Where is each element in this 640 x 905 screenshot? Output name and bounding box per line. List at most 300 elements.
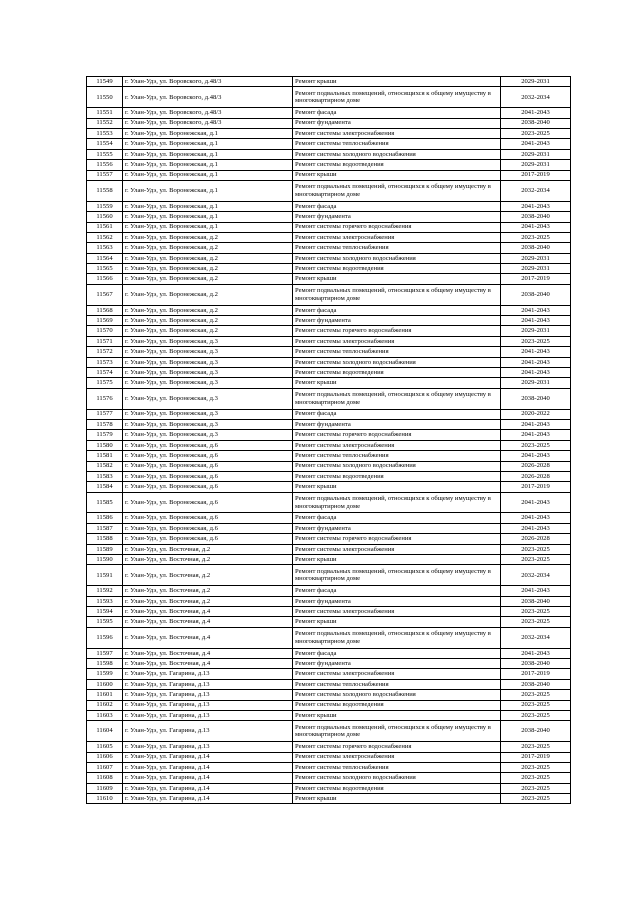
work-type-cell: Ремонт фундамента	[293, 419, 501, 429]
period-cell: 2038-2040	[501, 388, 571, 409]
period-cell: 2017-2019	[501, 669, 571, 679]
row-number-cell: 11571	[87, 336, 123, 346]
work-type-cell: Ремонт системы горячего водоснабжения	[293, 326, 501, 336]
address-cell: г. Улан-Удэ, ул. Воровского, д.48/3	[123, 77, 293, 87]
work-type-cell: Ремонт фасада	[293, 108, 501, 118]
period-cell: 2032-2034	[501, 627, 571, 648]
period-cell: 2023-2025	[501, 762, 571, 772]
row-number-cell: 11565	[87, 264, 123, 274]
period-cell: 2041-2043	[501, 648, 571, 658]
period-cell: 2041-2043	[501, 305, 571, 315]
address-cell: г. Улан-Удэ, ул. Воронежская, д.6	[123, 461, 293, 471]
row-number-cell: 11557	[87, 170, 123, 180]
address-cell: г. Улан-Удэ, ул. Воронежская, д.3	[123, 388, 293, 409]
table-row	[87, 783, 571, 793]
period-cell: 2038-2040	[501, 721, 571, 742]
period-cell: 2041-2043	[501, 419, 571, 429]
work-type-cell: Ремонт крыши	[293, 274, 501, 284]
address-cell: г. Улан-Удэ, ул. Воронежская, д.3	[123, 357, 293, 367]
row-number-cell: 11562	[87, 232, 123, 242]
address-cell: г. Улан-Удэ, ул. Воровского, д.48/3	[123, 87, 293, 108]
table-row	[87, 627, 571, 648]
table-row	[87, 243, 571, 253]
period-cell: 2017-2019	[501, 752, 571, 762]
period-cell: 2041-2043	[501, 316, 571, 326]
work-type-cell: Ремонт системы электроснабжения	[293, 440, 501, 450]
period-cell: 2041-2043	[501, 513, 571, 523]
work-type-cell: Ремонт подвальных помещений, относящихся к общему имуществу в многоквартирном доме	[293, 627, 501, 648]
table-row	[87, 170, 571, 180]
address-cell: г. Улан-Удэ, ул. Восточная, д.2	[123, 555, 293, 565]
work-type-cell: Ремонт крыши	[293, 555, 501, 565]
table-row	[87, 555, 571, 565]
period-cell: 2023-2025	[501, 336, 571, 346]
work-type-cell: Ремонт крыши	[293, 77, 501, 87]
table-row	[87, 139, 571, 149]
period-cell: 2041-2043	[501, 222, 571, 232]
address-cell: г. Улан-Удэ, ул. Воронежская, д.2	[123, 264, 293, 274]
row-number-cell: 11585	[87, 492, 123, 513]
table-row	[87, 513, 571, 523]
table-row	[87, 700, 571, 710]
address-cell: г. Улан-Удэ, ул. Воронежская, д.1	[123, 160, 293, 170]
row-number-cell: 11570	[87, 326, 123, 336]
address-cell: г. Улан-Удэ, ул. Воронежская, д.3	[123, 430, 293, 440]
work-type-cell: Ремонт фундамента	[293, 212, 501, 222]
table-row	[87, 149, 571, 159]
address-cell: г. Улан-Удэ, ул. Воронежская, д.3	[123, 409, 293, 419]
work-type-cell: Ремонт системы холодного водоснабжения	[293, 461, 501, 471]
period-cell: 2026-2028	[501, 471, 571, 481]
period-cell: 2017-2019	[501, 482, 571, 492]
period-cell: 2029-2031	[501, 149, 571, 159]
table-row	[87, 565, 571, 586]
row-number-cell: 11581	[87, 451, 123, 461]
table-row	[87, 544, 571, 554]
table-row	[87, 253, 571, 263]
work-type-cell: Ремонт системы горячего водоснабжения	[293, 222, 501, 232]
row-number-cell: 11549	[87, 77, 123, 87]
work-type-cell: Ремонт подвальных помещений, относящихся к общему имуществу в многоквартирном доме	[293, 388, 501, 409]
work-type-cell: Ремонт системы водоотведения	[293, 783, 501, 793]
period-cell: 2038-2040	[501, 212, 571, 222]
period-cell: 2023-2025	[501, 700, 571, 710]
row-number-cell: 11597	[87, 648, 123, 658]
address-cell: г. Улан-Удэ, ул. Гагарина, д.13	[123, 721, 293, 742]
period-cell: 2023-2025	[501, 783, 571, 793]
table-row	[87, 773, 571, 783]
address-cell: г. Улан-Удэ, ул. Воронежская, д.1	[123, 170, 293, 180]
table-row	[87, 461, 571, 471]
table-row	[87, 648, 571, 658]
row-number-cell: 11590	[87, 555, 123, 565]
row-number-cell: 11573	[87, 357, 123, 367]
row-number-cell: 11556	[87, 160, 123, 170]
work-type-cell: Ремонт фасада	[293, 586, 501, 596]
period-cell: 2023-2025	[501, 710, 571, 720]
work-type-cell: Ремонт системы теплоснабжения	[293, 139, 501, 149]
work-type-cell: Ремонт подвальных помещений, относящихся к общему имуществу в многоквартирном доме	[293, 87, 501, 108]
row-number-cell: 11554	[87, 139, 123, 149]
address-cell: г. Улан-Удэ, ул. Гагарина, д.13	[123, 710, 293, 720]
period-cell: 2026-2028	[501, 461, 571, 471]
table-row	[87, 160, 571, 170]
address-cell: г. Улан-Удэ, ул. Гагарина, д.14	[123, 773, 293, 783]
period-cell: 2017-2019	[501, 274, 571, 284]
row-number-cell: 11555	[87, 149, 123, 159]
period-cell: 2023-2025	[501, 773, 571, 783]
row-number-cell: 11568	[87, 305, 123, 315]
table-row	[87, 264, 571, 274]
work-type-cell: Ремонт фундамента	[293, 596, 501, 606]
address-cell: г. Улан-Удэ, ул. Воронежская, д.2	[123, 253, 293, 263]
address-cell: г. Улан-Удэ, ул. Воронежская, д.2	[123, 243, 293, 253]
address-cell: г. Улан-Удэ, ул. Воронежская, д.1	[123, 139, 293, 149]
table-row	[87, 523, 571, 533]
address-cell: г. Улан-Удэ, ул. Воронежская, д.1	[123, 201, 293, 211]
work-type-cell: Ремонт системы водоотведения	[293, 367, 501, 377]
table-row	[87, 596, 571, 606]
address-cell: г. Улан-Удэ, ул. Гагарина, д.14	[123, 762, 293, 772]
period-cell: 2023-2025	[501, 555, 571, 565]
row-number-cell: 11606	[87, 752, 123, 762]
address-cell: г. Улан-Удэ, ул. Восточная, д.2	[123, 565, 293, 586]
repair-schedule-table	[86, 76, 571, 804]
work-type-cell: Ремонт системы водоотведения	[293, 700, 501, 710]
table-row	[87, 108, 571, 118]
table-row	[87, 274, 571, 284]
period-cell: 2038-2040	[501, 658, 571, 668]
table-row	[87, 347, 571, 357]
work-type-cell: Ремонт фасада	[293, 513, 501, 523]
row-number-cell: 11584	[87, 482, 123, 492]
work-type-cell: Ремонт системы электроснабжения	[293, 128, 501, 138]
work-type-cell: Ремонт крыши	[293, 170, 501, 180]
work-type-cell: Ремонт подвальных помещений, относящихся к общему имуществу в многоквартирном доме	[293, 180, 501, 201]
table-row	[87, 617, 571, 627]
period-cell: 2023-2025	[501, 607, 571, 617]
address-cell: г. Улан-Удэ, ул. Восточная, д.4	[123, 658, 293, 668]
address-cell: г. Улан-Удэ, ул. Гагарина, д.14	[123, 783, 293, 793]
address-cell: г. Улан-Удэ, ул. Восточная, д.4	[123, 648, 293, 658]
row-number-cell: 11563	[87, 243, 123, 253]
row-number-cell: 11550	[87, 87, 123, 108]
period-cell: 2023-2025	[501, 617, 571, 627]
work-type-cell: Ремонт фундамента	[293, 523, 501, 533]
work-type-cell: Ремонт системы теплоснабжения	[293, 762, 501, 772]
table-row	[87, 430, 571, 440]
table-row	[87, 492, 571, 513]
work-type-cell: Ремонт системы горячего водоснабжения	[293, 534, 501, 544]
address-cell: г. Улан-Удэ, ул. Воронежская, д.3	[123, 336, 293, 346]
row-number-cell: 11552	[87, 118, 123, 128]
table-row	[87, 534, 571, 544]
row-number-cell: 11603	[87, 710, 123, 720]
work-type-cell: Ремонт крыши	[293, 482, 501, 492]
address-cell: г. Улан-Удэ, ул. Воронежская, д.1	[123, 128, 293, 138]
period-cell: 2041-2043	[501, 357, 571, 367]
table-row	[87, 440, 571, 450]
period-cell: 2041-2043	[501, 492, 571, 513]
work-type-cell: Ремонт системы теплоснабжения	[293, 243, 501, 253]
period-cell: 2023-2025	[501, 128, 571, 138]
address-cell: г. Улан-Удэ, ул. Воронежская, д.6	[123, 534, 293, 544]
address-cell: г. Улан-Удэ, ул. Воровского, д.48/3	[123, 118, 293, 128]
row-number-cell: 11564	[87, 253, 123, 263]
period-cell: 2038-2040	[501, 118, 571, 128]
row-number-cell: 11586	[87, 513, 123, 523]
address-cell: г. Улан-Удэ, ул. Воронежская, д.6	[123, 440, 293, 450]
work-type-cell: Ремонт фасада	[293, 409, 501, 419]
table-body	[87, 77, 571, 804]
work-type-cell: Ремонт системы теплоснабжения	[293, 679, 501, 689]
period-cell: 2029-2031	[501, 253, 571, 263]
table-row	[87, 752, 571, 762]
work-type-cell: Ремонт системы холодного водоснабжения	[293, 690, 501, 700]
table-row	[87, 284, 571, 305]
row-number-cell: 11583	[87, 471, 123, 481]
address-cell: г. Улан-Удэ, ул. Воровского, д.48/3	[123, 108, 293, 118]
address-cell: г. Улан-Удэ, ул. Восточная, д.2	[123, 596, 293, 606]
address-cell: г. Улан-Удэ, ул. Воронежская, д.2	[123, 326, 293, 336]
address-cell: г. Улан-Удэ, ул. Восточная, д.2	[123, 544, 293, 554]
address-cell: г. Улан-Удэ, ул. Воронежская, д.1	[123, 222, 293, 232]
work-type-cell: Ремонт фундамента	[293, 118, 501, 128]
table-row	[87, 118, 571, 128]
table-row	[87, 482, 571, 492]
row-number-cell: 11553	[87, 128, 123, 138]
period-cell: 2038-2040	[501, 243, 571, 253]
table-row	[87, 690, 571, 700]
table-row	[87, 742, 571, 752]
address-cell: г. Улан-Удэ, ул. Восточная, д.4	[123, 607, 293, 617]
period-cell: 2029-2031	[501, 77, 571, 87]
address-cell: г. Улан-Удэ, ул. Гагарина, д.13	[123, 679, 293, 689]
period-cell: 2041-2043	[501, 201, 571, 211]
work-type-cell: Ремонт системы холодного водоснабжения	[293, 149, 501, 159]
row-number-cell: 11591	[87, 565, 123, 586]
period-cell: 2038-2040	[501, 679, 571, 689]
period-cell: 2029-2031	[501, 160, 571, 170]
work-type-cell: Ремонт системы электроснабжения	[293, 544, 501, 554]
address-cell: г. Улан-Удэ, ул. Воронежская, д.3	[123, 378, 293, 388]
address-cell: г. Улан-Удэ, ул. Гагарина, д.13	[123, 700, 293, 710]
row-number-cell: 11607	[87, 762, 123, 772]
row-number-cell: 11561	[87, 222, 123, 232]
table-row	[87, 721, 571, 742]
work-type-cell: Ремонт крыши	[293, 710, 501, 720]
row-number-cell: 11579	[87, 430, 123, 440]
row-number-cell: 11566	[87, 274, 123, 284]
address-cell: г. Улан-Удэ, ул. Воронежская, д.2	[123, 305, 293, 315]
row-number-cell: 11588	[87, 534, 123, 544]
period-cell: 2041-2043	[501, 108, 571, 118]
table-row	[87, 201, 571, 211]
table-row	[87, 212, 571, 222]
table-row	[87, 669, 571, 679]
table-row	[87, 357, 571, 367]
period-cell: 2020-2022	[501, 409, 571, 419]
table-row	[87, 180, 571, 201]
period-cell: 2038-2040	[501, 596, 571, 606]
work-type-cell: Ремонт системы электроснабжения	[293, 232, 501, 242]
period-cell: 2041-2043	[501, 139, 571, 149]
table-row	[87, 794, 571, 804]
period-cell: 2023-2025	[501, 794, 571, 804]
address-cell: г. Улан-Удэ, ул. Восточная, д.2	[123, 586, 293, 596]
address-cell: г. Улан-Удэ, ул. Восточная, д.4	[123, 627, 293, 648]
work-type-cell: Ремонт подвальных помещений, относящихся к общему имуществу в многоквартирном доме	[293, 492, 501, 513]
table-row	[87, 336, 571, 346]
period-cell: 2023-2025	[501, 440, 571, 450]
work-type-cell: Ремонт фундамента	[293, 658, 501, 668]
row-number-cell: 11605	[87, 742, 123, 752]
row-number-cell: 11599	[87, 669, 123, 679]
work-type-cell: Ремонт системы водоотведения	[293, 160, 501, 170]
table-row	[87, 232, 571, 242]
work-type-cell: Ремонт подвальных помещений, относящихся к общему имуществу в многоквартирном доме	[293, 284, 501, 305]
work-type-cell: Ремонт системы холодного водоснабжения	[293, 253, 501, 263]
table-row	[87, 658, 571, 668]
row-number-cell: 11600	[87, 679, 123, 689]
work-type-cell: Ремонт подвальных помещений, относящихся к общему имуществу в многоквартирном доме	[293, 721, 501, 742]
period-cell: 2032-2034	[501, 565, 571, 586]
address-cell: г. Улан-Удэ, ул. Гагарина, д.14	[123, 794, 293, 804]
period-cell: 2032-2034	[501, 180, 571, 201]
table-row	[87, 367, 571, 377]
period-cell: 2041-2043	[501, 586, 571, 596]
row-number-cell: 11595	[87, 617, 123, 627]
address-cell: г. Улан-Удэ, ул. Гагарина, д.13	[123, 742, 293, 752]
address-cell: г. Улан-Удэ, ул. Воронежская, д.6	[123, 523, 293, 533]
row-number-cell: 11559	[87, 201, 123, 211]
table-row	[87, 710, 571, 720]
work-type-cell: Ремонт крыши	[293, 617, 501, 627]
row-number-cell: 11572	[87, 347, 123, 357]
work-type-cell: Ремонт системы горячего водоснабжения	[293, 430, 501, 440]
period-cell: 2023-2025	[501, 690, 571, 700]
row-number-cell: 11608	[87, 773, 123, 783]
address-cell: г. Улан-Удэ, ул. Воронежская, д.6	[123, 451, 293, 461]
table-row	[87, 607, 571, 617]
period-cell: 2041-2043	[501, 451, 571, 461]
period-cell: 2023-2025	[501, 742, 571, 752]
period-cell: 2029-2031	[501, 378, 571, 388]
table-row	[87, 679, 571, 689]
address-cell: г. Улан-Удэ, ул. Гагарина, д.14	[123, 752, 293, 762]
period-cell: 2032-2034	[501, 87, 571, 108]
address-cell: г. Улан-Удэ, ул. Гагарина, д.13	[123, 669, 293, 679]
row-number-cell: 11593	[87, 596, 123, 606]
table-row	[87, 77, 571, 87]
row-number-cell: 11575	[87, 378, 123, 388]
address-cell: г. Улан-Удэ, ул. Воронежская, д.6	[123, 482, 293, 492]
address-cell: г. Улан-Удэ, ул. Воронежская, д.6	[123, 471, 293, 481]
row-number-cell: 11596	[87, 627, 123, 648]
address-cell: г. Улан-Удэ, ул. Восточная, д.4	[123, 617, 293, 627]
period-cell: 2038-2040	[501, 284, 571, 305]
work-type-cell: Ремонт крыши	[293, 378, 501, 388]
row-number-cell: 11598	[87, 658, 123, 668]
address-cell: г. Улан-Удэ, ул. Воронежская, д.2	[123, 274, 293, 284]
period-cell: 2017-2019	[501, 170, 571, 180]
row-number-cell: 11577	[87, 409, 123, 419]
row-number-cell: 11602	[87, 700, 123, 710]
work-type-cell: Ремонт системы электроснабжения	[293, 669, 501, 679]
table-row	[87, 419, 571, 429]
row-number-cell: 11578	[87, 419, 123, 429]
period-cell: 2029-2031	[501, 326, 571, 336]
table-row	[87, 451, 571, 461]
table-row	[87, 388, 571, 409]
work-type-cell: Ремонт системы холодного водоснабжения	[293, 773, 501, 783]
table-row	[87, 409, 571, 419]
address-cell: г. Улан-Удэ, ул. Воронежская, д.2	[123, 232, 293, 242]
period-cell: 2041-2043	[501, 367, 571, 377]
row-number-cell: 11610	[87, 794, 123, 804]
table-row	[87, 326, 571, 336]
address-cell: г. Улан-Удэ, ул. Воронежская, д.2	[123, 284, 293, 305]
row-number-cell: 11582	[87, 461, 123, 471]
row-number-cell: 11592	[87, 586, 123, 596]
address-cell: г. Улан-Удэ, ул. Воронежская, д.1	[123, 180, 293, 201]
address-cell: г. Улан-Удэ, ул. Воронежская, д.2	[123, 316, 293, 326]
work-type-cell: Ремонт фасада	[293, 201, 501, 211]
period-cell: 2041-2043	[501, 430, 571, 440]
row-number-cell: 11576	[87, 388, 123, 409]
work-type-cell: Ремонт системы горячего водоснабжения	[293, 742, 501, 752]
row-number-cell: 11601	[87, 690, 123, 700]
row-number-cell: 11609	[87, 783, 123, 793]
work-type-cell: Ремонт системы теплоснабжения	[293, 347, 501, 357]
address-cell: г. Улан-Удэ, ул. Воронежская, д.3	[123, 367, 293, 377]
address-cell: г. Улан-Удэ, ул. Воронежская, д.1	[123, 149, 293, 159]
table-row	[87, 316, 571, 326]
period-cell: 2023-2025	[501, 544, 571, 554]
work-type-cell: Ремонт системы водоотведения	[293, 264, 501, 274]
period-cell: 2029-2031	[501, 264, 571, 274]
work-type-cell: Ремонт системы электроснабжения	[293, 336, 501, 346]
period-cell: 2041-2043	[501, 347, 571, 357]
work-type-cell: Ремонт системы электроснабжения	[293, 607, 501, 617]
work-type-cell: Ремонт подвальных помещений, относящихся к общему имуществу в многоквартирном доме	[293, 565, 501, 586]
work-type-cell: Ремонт системы водоотведения	[293, 471, 501, 481]
work-type-cell: Ремонт крыши	[293, 794, 501, 804]
work-type-cell: Ремонт системы теплоснабжения	[293, 451, 501, 461]
row-number-cell: 11594	[87, 607, 123, 617]
table-row	[87, 305, 571, 315]
work-type-cell: Ремонт фундамента	[293, 316, 501, 326]
table-row	[87, 471, 571, 481]
address-cell: г. Улан-Удэ, ул. Воронежская, д.1	[123, 212, 293, 222]
row-number-cell: 11587	[87, 523, 123, 533]
table-row	[87, 586, 571, 596]
row-number-cell: 11580	[87, 440, 123, 450]
address-cell: г. Улан-Удэ, ул. Воронежская, д.6	[123, 513, 293, 523]
address-cell: г. Улан-Удэ, ул. Гагарина, д.13	[123, 690, 293, 700]
address-cell: г. Улан-Удэ, ул. Воронежская, д.6	[123, 492, 293, 513]
row-number-cell: 11558	[87, 180, 123, 201]
work-type-cell: Ремонт фасада	[293, 305, 501, 315]
period-cell: 2026-2028	[501, 534, 571, 544]
address-cell: г. Улан-Удэ, ул. Воронежская, д.3	[123, 419, 293, 429]
row-number-cell: 11604	[87, 721, 123, 742]
period-cell: 2041-2043	[501, 523, 571, 533]
work-type-cell: Ремонт системы холодного водоснабжения	[293, 357, 501, 367]
table-row	[87, 128, 571, 138]
period-cell: 2023-2025	[501, 232, 571, 242]
row-number-cell: 11567	[87, 284, 123, 305]
